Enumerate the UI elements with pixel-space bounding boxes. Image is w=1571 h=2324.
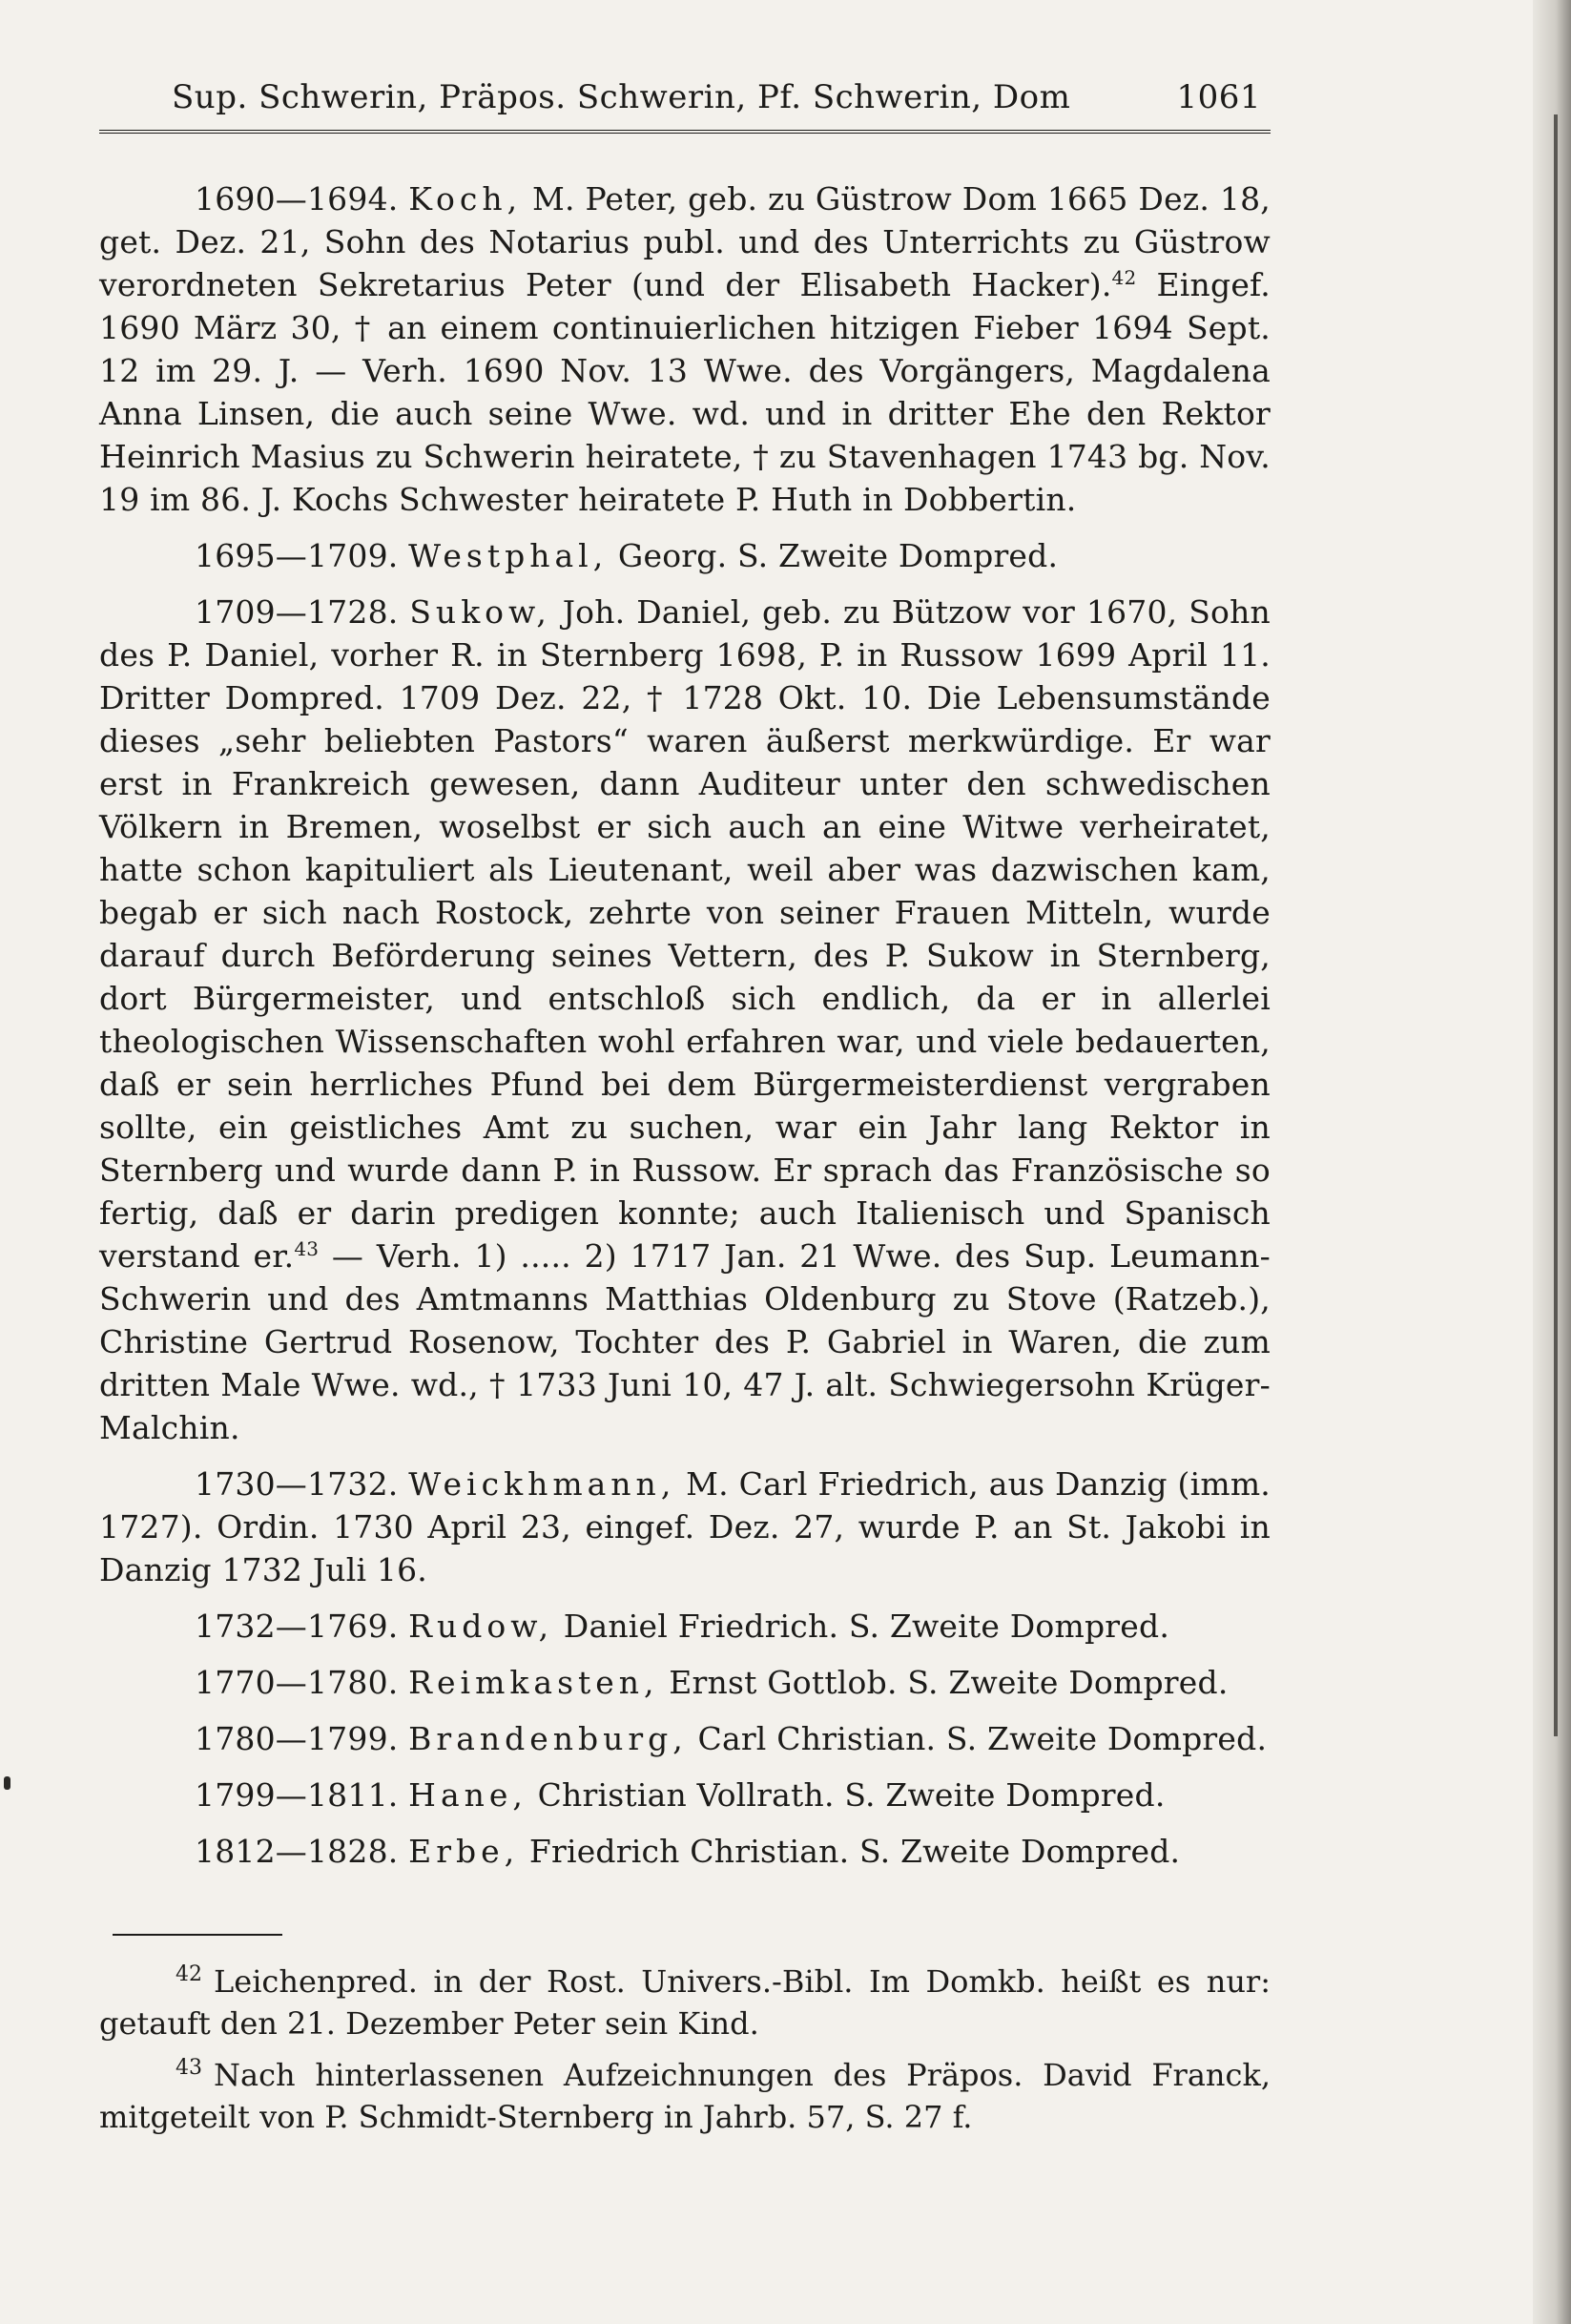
entry-text: Christian Vollrath. S. Zweite Dompred. (527, 1776, 1166, 1814)
text-block (99, 78, 1271, 2148)
entry-name: Weickhmann, (408, 1465, 676, 1503)
entry-text-cont: Eingef. 1690 März 30, † an einem continuierlichen hitzigen Fieber 1694 Sept. 12 im 29. J. — Verh. 1690 Nov. 13 Wwe. des Vorgängers, Magdalena Anna Linsen, die auch seine Wwe. wd. und in dritter Ehe den Rektor Heinrich Masius zu Schwerin heiratete, † zu Stavenhagen 1743 bg. Nov. 19 im 86. J. Kochs Schwester heiratete P. Huth in Dobbertin. (99, 266, 1271, 518)
footnote-43 (99, 2054, 1271, 2138)
entry-text: M. Carl Friedrich, aus Danzig (imm. 1727). Ordin. 1730 April 23, eingef. Dez. 27, wurde P. an St. Jakobi in Danzig 1732 Juli 16. (99, 1465, 1271, 1588)
footnote-ref[interactable]: 42 (1111, 266, 1137, 289)
spine-shadow-line (1554, 114, 1558, 1736)
entry-reimkasten (99, 1661, 1271, 1704)
entry-name: Erbe, (408, 1833, 520, 1870)
pastor-entries (99, 177, 1271, 1873)
entry-erbe (99, 1830, 1271, 1873)
entry-text: Georg. S. Zweite Dompred. (608, 537, 1059, 574)
entry-name: Reimkasten, (408, 1664, 659, 1701)
footnote-text: Nach hinterlassenen Aufzeichnungen des Präpos. David Franck, mitgeteilt von P. Schmidt-Sternberg in Jahrb. 57, S. 27 f. (99, 2057, 1271, 2135)
entry-years: 1695—1709. (195, 537, 399, 574)
entry-name: Westphal, (408, 537, 609, 574)
header-title: Sup. Schwerin, Präpos. Schwerin, Pf. Schwerin, Dom (172, 78, 1071, 116)
entry-text: M. Peter, geb. zu Güstrow Dom 1665 Dez. 18, get. Dez. 21, Sohn des Notarius publ. und des Unterrichts zu Güstrow verordneten Sekretarius Peter (und der Elisabeth Hacker). (99, 180, 1271, 303)
footnotes (99, 1961, 1271, 2138)
entry-text: Daniel Friedrich. S. Zweite Dompred. (553, 1608, 1170, 1645)
entry-weickhmann (99, 1463, 1271, 1591)
entry-text: Joh. Daniel, geb. zu Bützow vor 1670, Sohn des P. Daniel, vorher R. in Sternberg 1698, P. in Russow 1699 April 11. Dritter Dompred. 1709 Dez. 22, † 1728 Okt. 10. Die Lebensumstände dieses „sehr beliebten Pastors“ waren äußerst merkwürdige. Er war erst in Frankreich gewesen, dann Auditeur unter den schwedischen Völkern in Bremen, woselbst er sich auch an eine Witwe verheiratet, hatte schon kapituliert als Lieutenant, weil aber was dazwischen kam, begab er sich nach Rostock, zehrte von seiner Frauen Mitteln, wurde darauf durch Beförderung seines Vettern, des P. Sukow in Sternberg, dort Bürgermeister, und entschloß sich endlich, da er in allerlei theologischen Wissenschaften wohl erfahren war, und viele bedauerten, daß er sein herrliches Pfund bei dem Bürgermeisterdienst vergraben sollte, ein geistliches Amt zu suchen, war ein Jahr lang Rektor in Sternberg und wurde dann P. in Russow. Er sprach das Französische so fertig, daß er darin predigen konnte; auch Italienisch und Spanisch verstand er. (99, 593, 1271, 1275)
footnote-rule (113, 1934, 282, 1936)
entry-name: Rudow, (408, 1608, 554, 1645)
footnote-text: Leichenpred. in der Rost. Univers.-Bibl. Im Domkb. heißt es nur: getauft den 21. Dezember Peter sein Kind. (99, 1963, 1271, 2042)
entry-years: 1732—1769. (195, 1608, 399, 1645)
entry-years: 1799—1811. (195, 1776, 399, 1814)
footnote-ref[interactable]: 43 (294, 1237, 320, 1260)
footnote-number: 42 (176, 1962, 202, 1987)
entry-text-cont: — Verh. 1) ..... 2) 1717 Jan. 21 Wwe. des Sup. Leumann-Schwerin und des Amtmanns Matthias Oldenburg zu Stove (Ratzeb.), Christine Gertrud Rosenow, Tochter des P. Gabriel in Waren, die zum dritten Male Wwe. wd., † 1733 Juni 10, 47 J. alt. Schwiegersohn Krüger-Malchin. (99, 1237, 1271, 1446)
entry-westphal (99, 534, 1271, 577)
entry-name: Koch, (408, 180, 523, 218)
entry-text: Ernst Gottlob. S. Zweite Dompred. (658, 1664, 1229, 1701)
entry-name: Sukow, (409, 593, 551, 631)
entry-name: Brandenburg, (408, 1720, 688, 1757)
running-header (99, 78, 1271, 134)
entry-years: 1780—1799. (195, 1720, 399, 1757)
page-number: 1061 (1176, 78, 1261, 116)
book-spine (1533, 0, 1571, 2324)
entry-rudow (99, 1605, 1271, 1648)
entry-years: 1770—1780. (195, 1664, 399, 1701)
entry-sukow (99, 591, 1271, 1449)
entry-years: 1812—1828. (195, 1833, 399, 1870)
entry-years: 1709—1728. (195, 593, 399, 631)
entry-koch (99, 177, 1271, 521)
footnote-42 (99, 1961, 1271, 2044)
entry-brandenburg (99, 1717, 1271, 1760)
footnote-number: 43 (176, 2056, 202, 2081)
entry-hane (99, 1774, 1271, 1816)
entry-name: Hane, (408, 1776, 527, 1814)
entry-text: Friedrich Christian. S. Zweite Dompred. (519, 1833, 1181, 1870)
entry-text: Carl Christian. S. Zweite Dompred. (687, 1720, 1268, 1757)
entry-years: 1730—1732. (195, 1465, 399, 1503)
entry-years: 1690—1694. (195, 180, 399, 218)
ink-speck (4, 1776, 10, 1790)
